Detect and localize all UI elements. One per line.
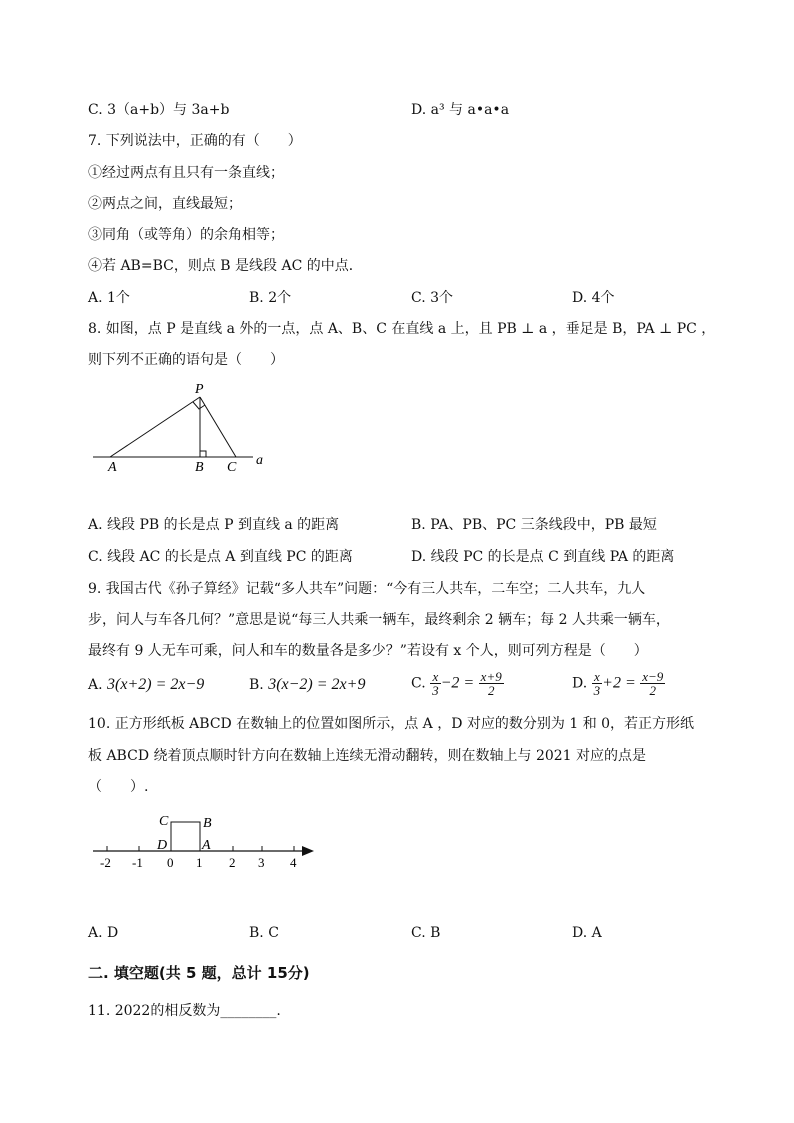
q10-option-a: A. D	[88, 925, 119, 941]
q9-option-b-label: B.	[249, 677, 264, 693]
q10-tick-label-1: 1	[196, 855, 203, 870]
q9-option-b	[249, 676, 365, 694]
q9-option-d-frac2-num: x−9	[642, 669, 664, 684]
q10-option-c: C. B	[411, 925, 441, 941]
q8-right-angle-B	[200, 451, 206, 457]
q9-option-c-frac1-den: 3	[432, 683, 439, 698]
q8-segment-PC	[200, 397, 236, 457]
q9-option-d-frac1-num: x	[592, 670, 603, 684]
q8-option-b: B. PA、PB、PC 三条线段中，PB 最短	[411, 517, 657, 533]
q7-item-4: ④若 AB=BC，则点 B 是线段 AC 的中点．	[88, 258, 363, 274]
q8-label-C: C	[227, 460, 237, 475]
q10-tick-label-neg2: -2	[100, 855, 111, 870]
q10-tick-label-4: 4	[290, 855, 297, 870]
q10-tick-label-neg1: -1	[132, 855, 143, 870]
q8-stem-line1: 8. 如图，点 P 是直线 a 外的一点，点 A、B、C 在直线 a 上，且 PB ⊥ a ，垂足是 B，PA ⊥ PC ，	[88, 321, 716, 337]
q9-option-c-fraction-right	[479, 670, 504, 697]
q11-stem: 11. 2022的相反数为________.	[88, 1003, 281, 1019]
q9-option-d-frac2-den: 2	[649, 683, 656, 698]
q9-option-d-fraction-right	[640, 670, 665, 697]
q10-arrow-head	[302, 846, 314, 856]
q7-item-2: ②两点之间，直线最短；	[88, 196, 242, 212]
q7-option-b: B. 2个	[249, 290, 292, 306]
q10-stem-line2: 板 ABCD 绕着顶点顺时针方向在数轴上连续无滑动翻转，则在数轴上与 2021 对应的点是	[88, 748, 647, 764]
section-heading-fill-in: 二. 填空题(共 5 题，总计 15分)	[88, 964, 310, 982]
q6-option-d: D. a³ 与 a•a•a	[411, 102, 510, 118]
q9-option-c	[411, 670, 504, 697]
q9-option-d-frac1-den: 3	[593, 683, 601, 698]
q10-stem-line3: （ ）.	[88, 779, 149, 795]
q6-option-c: C. 3（a+b）与 3a+b	[88, 102, 230, 118]
q8-figure	[88, 375, 288, 475]
q8-label-P: P	[195, 382, 204, 397]
q10-label-D: D	[157, 838, 168, 853]
q9-option-d-label: D.	[572, 675, 588, 692]
q9-option-a-label: A.	[88, 677, 103, 693]
q9-option-a-equation: 3(x+2) = 2x−9	[107, 676, 205, 693]
q10-tick-label-0: 0	[167, 855, 174, 870]
q7-stem: 7. 下列说法中，正确的有（ ）	[88, 133, 302, 149]
q8-option-a: A. 线段 PB 的长是点 P 到直线 a 的距离	[88, 517, 340, 533]
q9-option-c-mid: −2 =	[440, 674, 475, 692]
q10-tick-label-2: 2	[229, 855, 236, 870]
q9-option-c-fraction-left	[430, 670, 441, 697]
q9-option-b-equation: 3(x−2) = 2x+9	[268, 676, 366, 693]
q9-option-d-mid: +2 =	[602, 674, 636, 692]
q10-label-B: B	[203, 816, 212, 831]
q8-label-B: B	[195, 460, 204, 475]
q7-item-3: ③同角（或等角）的余角相等；	[88, 227, 284, 243]
q8-option-d: D. 线段 PC 的长是点 C 到直线 PA 的距离	[411, 549, 675, 565]
q10-option-b: B. C	[249, 925, 279, 941]
q9-option-c-label: C.	[411, 675, 426, 692]
q10-stem-line1: 10. 正方形纸板 ABCD 在数轴上的位置如图所示，点 A ，D 对应的数分别为 1 和 0，若正方形纸	[88, 716, 695, 732]
q7-item-1: ①经过两点有且只有一条直线；	[88, 165, 284, 181]
q10-label-C: C	[159, 814, 169, 829]
q7-option-c: C. 3个	[411, 290, 454, 306]
q8-label-A: A	[108, 460, 117, 475]
q10-option-d: D. A	[572, 925, 602, 941]
q9-option-c-frac1-num: x	[430, 670, 441, 684]
q9-stem-line3: 最终有 9 人无车可乘，问人和车的数量各是多少？”若设有 x 个人，则可列方程是（ ）	[88, 643, 648, 659]
q8-label-a: a	[256, 453, 263, 468]
q7-option-d: D. 4个	[572, 290, 615, 306]
q9-stem-line1: 9. 我国古代《孙子算经》记载“多人共车”问题：“今有三人共车，二车空；二人共车，九人	[88, 581, 646, 597]
q9-option-c-frac2-den: 2	[487, 683, 495, 698]
q9-option-c-frac2-num: x+9	[480, 669, 502, 684]
q9-option-d-fraction-left	[592, 670, 603, 697]
q10-figure	[88, 805, 328, 875]
q8-segment-PA	[110, 397, 200, 457]
q8-option-c: C. 线段 AC 的长是点 A 到直线 PC 的距离	[88, 549, 353, 565]
q10-square-ABCD	[171, 822, 200, 851]
q10-label-A: A	[202, 838, 211, 853]
q9-option-d	[572, 670, 665, 697]
q10-tick-label-3: 3	[258, 855, 265, 870]
q7-option-a: A. 1个	[88, 290, 130, 306]
q9-stem-line2: 步，问人与车各几何？”意思是说“每三人共乘一辆车，最终剩余 2 辆车；每 2 人共乘一辆车，	[88, 612, 670, 628]
q9-option-a	[88, 676, 204, 694]
q8-stem-line2: 则下列不正确的语句是（ ）	[88, 352, 284, 368]
